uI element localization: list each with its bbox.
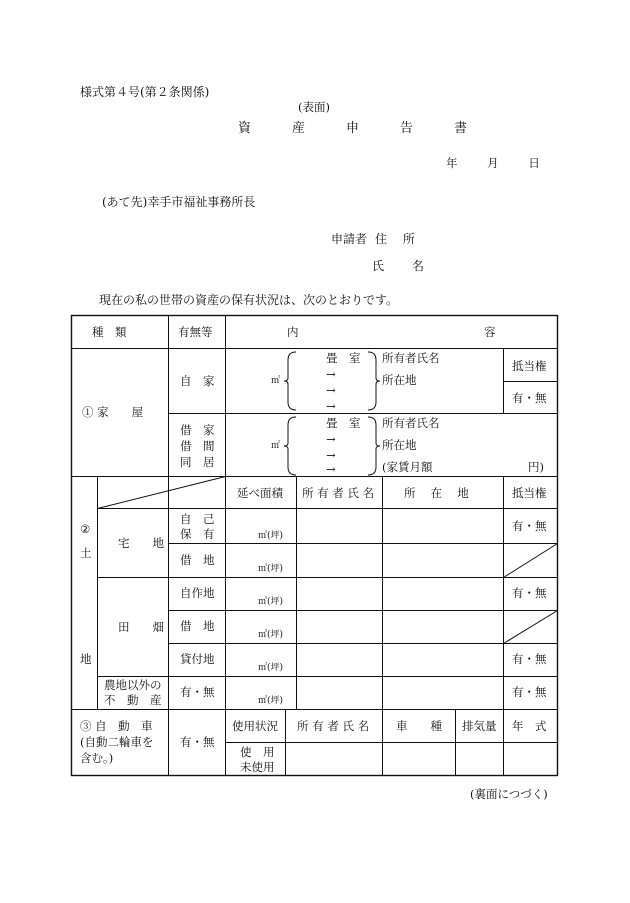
car-col-usage: 使用状況 xyxy=(232,719,278,733)
land-res-own-line2: 保 有 xyxy=(180,527,215,541)
house-rent-label-3: 同 居 xyxy=(180,455,215,469)
col-status-header: 有無等 xyxy=(178,325,213,339)
intro-text: 現在の私の世帯の資産の保有状況は、次のとおりです。 xyxy=(99,293,399,307)
land-col-mortgage: 抵当権 xyxy=(512,486,547,500)
house-rent-location-label: 所在地 xyxy=(382,438,417,452)
land-col-owner: 所 有 者 氏 名 xyxy=(302,486,375,500)
land-other-unit: ㎡(坪) xyxy=(258,696,284,706)
address-label: 住 所 xyxy=(375,232,421,246)
land-res-own-unit: ㎡(坪) xyxy=(258,531,284,541)
land-col-area: 延べ面積 xyxy=(237,486,283,500)
land-section-char-2: 地 xyxy=(80,652,92,666)
car-section-line2: (自動二輪車を xyxy=(80,735,154,749)
house-rent-label-1: 借 家 xyxy=(180,423,215,437)
land-farm-own-unit: ㎡(坪) xyxy=(258,597,284,607)
land-other-yes-no: 有・無 xyxy=(512,685,547,699)
house-rent-label-2: 借 間 xyxy=(180,439,215,453)
form-number: 様式第４号(第２条関係) xyxy=(80,85,210,99)
car-status: 有・無 xyxy=(180,735,215,749)
page-title: 資 産 申 告 書 xyxy=(238,121,482,136)
car-section-line3: 含む。) xyxy=(80,751,114,765)
house-own-owner-label: 所有者氏名 xyxy=(382,351,440,365)
land-res-lease-unit: ㎡(坪) xyxy=(258,564,284,574)
land-farm-lease-unit: ㎡(坪) xyxy=(258,630,284,640)
land-farm-lent-unit: ㎡(坪) xyxy=(258,663,284,673)
house-rent-room-3: → xyxy=(326,448,336,462)
house-rent-room-2: → xyxy=(326,432,336,446)
car-col-year: 年 式 xyxy=(512,719,547,733)
house-rent-amount-label: (家賃月額 xyxy=(382,460,433,474)
house-own-room-3: → xyxy=(326,383,336,397)
col-content-header-left: 内 xyxy=(287,325,299,339)
col-type-header: 種 類 xyxy=(92,325,127,339)
land-farm-label: 田 畑 xyxy=(118,620,164,634)
land-res-own-line1: 自 己 xyxy=(180,512,215,526)
continued-note: (裏面につづく) xyxy=(470,787,548,801)
land-section-char-1: 土 xyxy=(80,546,92,560)
house-own-area-unit: ㎡ xyxy=(271,376,281,386)
car-col-model: 車 種 xyxy=(396,719,442,733)
car-usage-unused: 未使用 xyxy=(240,760,275,774)
side-label: (表面) xyxy=(298,100,330,114)
land-col-location: 所 在 地 xyxy=(404,486,469,500)
car-col-owner: 所 有 者 氏 名 xyxy=(297,719,370,733)
date-day-label: 日 xyxy=(528,156,542,170)
house-rent-area-unit: ㎡ xyxy=(271,441,281,451)
land-farm-lent-yes-no: 有・無 xyxy=(512,652,547,666)
house-section-label: ① 家 屋 xyxy=(82,405,144,419)
house-own-location-label: 所在地 xyxy=(382,373,417,387)
land-res-lease-label: 借 地 xyxy=(180,553,215,567)
land-residential-label: 宅 地 xyxy=(118,536,164,550)
car-col-displacement: 排気量 xyxy=(462,719,497,733)
land-other-line1: 農地以外の xyxy=(104,678,162,692)
date-month-label: 月 xyxy=(487,156,501,170)
land-farm-own-label: 自作地 xyxy=(180,586,215,600)
house-rent-room-4: → xyxy=(326,462,336,476)
car-section-line1: ③ 自 動 車 xyxy=(80,719,153,733)
applicant-label: 申請者 xyxy=(331,232,368,246)
date-year-label: 年 xyxy=(446,156,460,170)
house-rent-room-1: 畳 室 xyxy=(326,416,361,430)
house-mortgage-label: 抵当権 xyxy=(512,359,547,373)
land-farm-own-yes-no: 有・無 xyxy=(512,586,547,600)
house-rent-yen-label: 円) xyxy=(528,460,544,474)
house-own-room-1: 畳 室 xyxy=(326,351,361,365)
house-own-room-4: → xyxy=(326,399,336,413)
land-section-mark: ② xyxy=(80,522,91,536)
land-res-own-yes-no: 有・無 xyxy=(512,519,547,533)
applicant-name-label: 氏 名 xyxy=(372,259,436,273)
house-own-label: 自 家 xyxy=(180,374,215,388)
house-rent-owner-label: 所有者氏名 xyxy=(382,416,440,430)
land-other-line2: 不 動 産 xyxy=(104,693,162,707)
addressee: (あて先)幸手市福祉事務所長 xyxy=(102,195,256,209)
house-mortgage-yes-no: 有・無 xyxy=(512,391,547,405)
house-own-room-2: → xyxy=(326,367,336,381)
col-content-header-right: 容 xyxy=(484,325,496,339)
land-farm-lent-label: 貸付地 xyxy=(180,652,215,666)
land-farm-lease-label: 借 地 xyxy=(180,619,215,633)
land-other-status: 有・無 xyxy=(180,685,215,699)
car-usage-in-use: 使 用 xyxy=(240,745,275,759)
